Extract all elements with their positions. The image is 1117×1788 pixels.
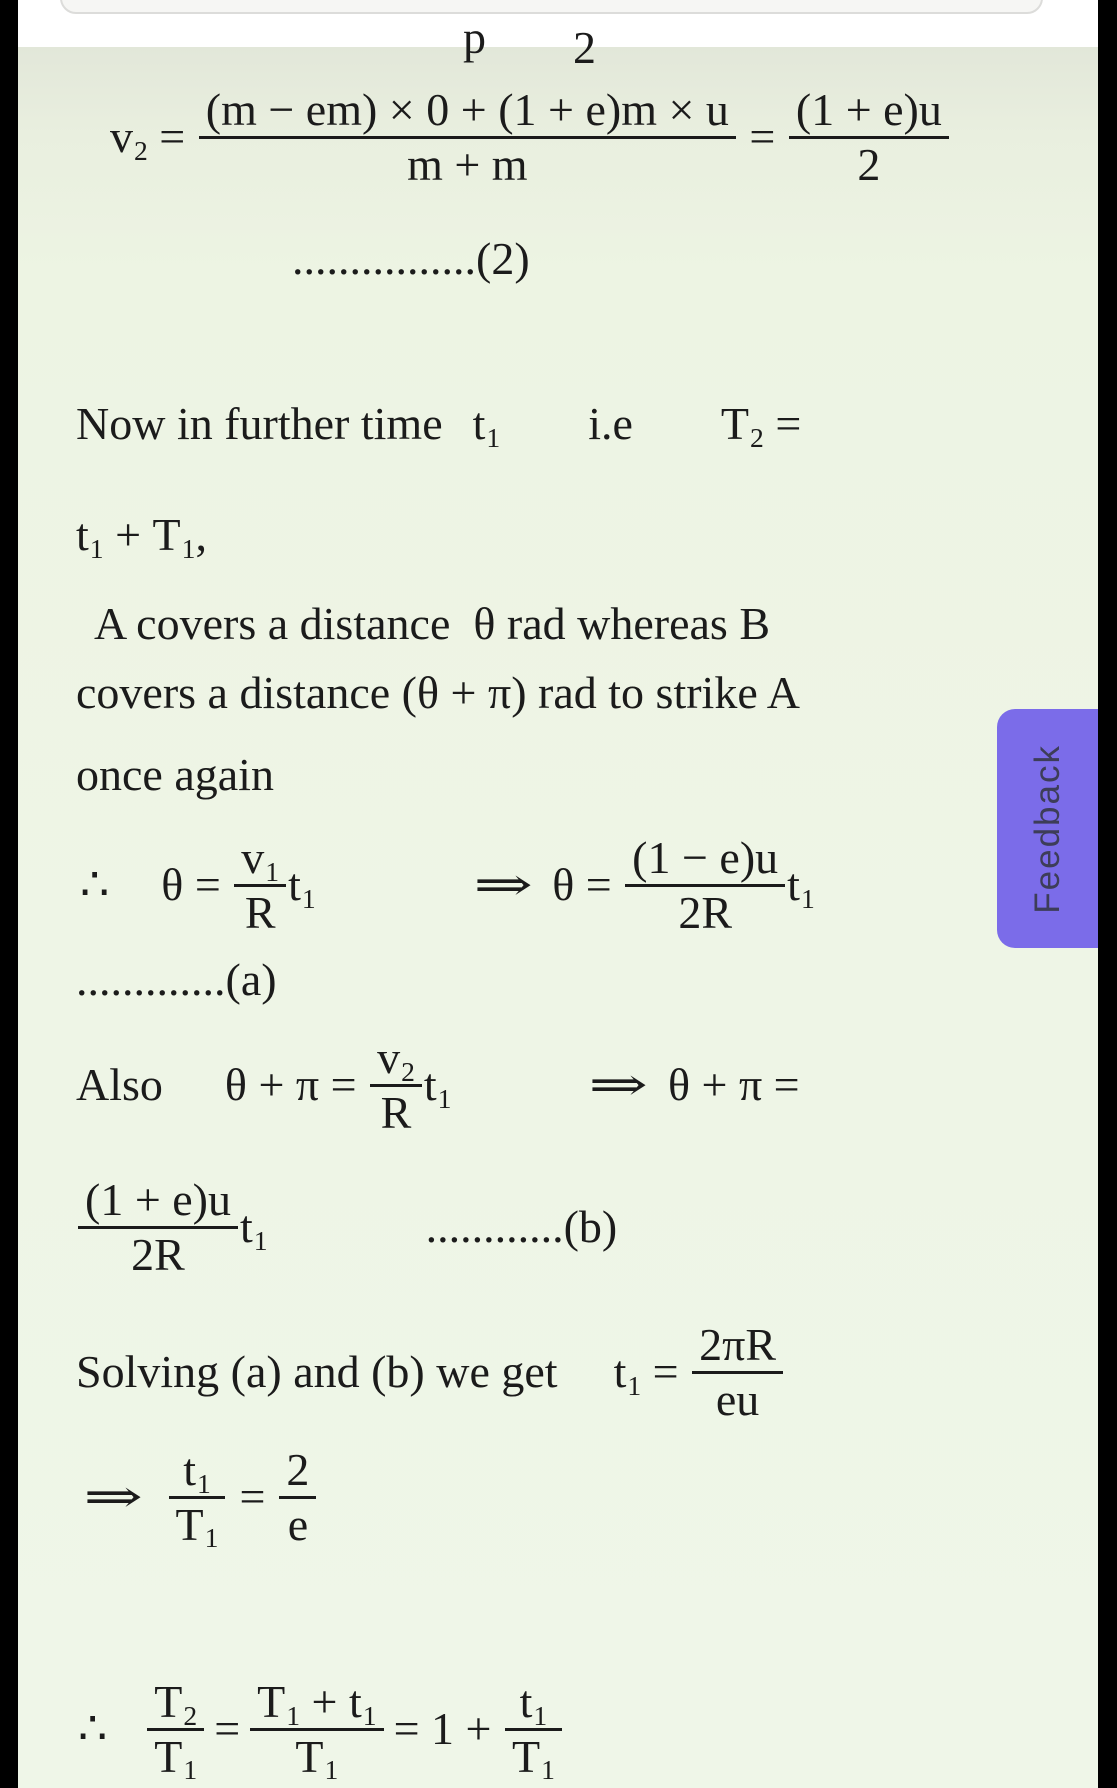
math-token <box>195 508 207 561</box>
numerator <box>692 1319 783 1371</box>
denominator <box>234 884 286 939</box>
math-token <box>76 508 104 564</box>
subscript: 1 <box>301 883 316 915</box>
math-text: once again <box>76 749 274 800</box>
math-text: ∴ <box>78 1703 108 1755</box>
math-text: (m − em) × 0 + (1 + e)m × u <box>205 84 729 135</box>
math-text: t <box>472 398 486 449</box>
subscript: 1 <box>324 1754 339 1786</box>
answer-page <box>18 0 1098 1788</box>
math-text: ⇒ <box>473 859 533 911</box>
math-text: A covers a distance θ rad whereas B <box>94 598 771 649</box>
math-text: eu <box>715 1373 760 1425</box>
fraction <box>370 1032 422 1138</box>
subscript: 1 <box>800 883 815 915</box>
right-bezel <box>1098 0 1117 1788</box>
numerator <box>789 84 949 136</box>
math-token <box>183 1444 211 1499</box>
math-text: T <box>154 1676 183 1727</box>
subscript: 1 <box>533 1699 548 1731</box>
math-text: v <box>241 832 265 883</box>
denominator <box>78 1226 238 1281</box>
math-text: t <box>613 1346 627 1398</box>
math-text: t <box>76 509 89 560</box>
math-token <box>214 1702 240 1755</box>
math-token <box>245 887 276 939</box>
math-text: t <box>288 859 301 911</box>
cutoff-glyph: p <box>463 12 486 63</box>
math-token <box>80 858 109 911</box>
math-token <box>84 1470 143 1523</box>
math-text: θ = <box>161 859 233 911</box>
math-token <box>589 1058 648 1111</box>
math-text: = <box>239 1471 266 1523</box>
fraction <box>692 1319 783 1425</box>
math-token <box>104 508 153 561</box>
math-text: Solving (a) and (b) we get <box>76 1346 558 1398</box>
math-token <box>76 666 800 719</box>
equation-also <box>76 1032 800 1138</box>
math-token <box>377 1032 415 1087</box>
math-token <box>552 858 623 911</box>
math-text: t <box>787 859 800 911</box>
math-token <box>796 84 942 136</box>
math-text: i.e <box>588 398 633 449</box>
math-token <box>76 953 277 1006</box>
math-text: T <box>175 1498 204 1550</box>
math-token <box>76 1058 163 1111</box>
fraction <box>505 1676 562 1786</box>
math-text: ⇒ <box>588 1059 649 1111</box>
text-once-again <box>76 748 274 801</box>
math-text: , <box>195 509 207 560</box>
math-token <box>699 1319 776 1371</box>
math-text: T <box>720 398 750 449</box>
equation-v2 <box>110 84 951 190</box>
math-token <box>175 1498 219 1554</box>
math-text: T <box>154 1730 183 1782</box>
math-text: R <box>380 1086 412 1138</box>
subscript: 1 <box>253 1225 268 1257</box>
math-text: v <box>377 1032 401 1083</box>
math-text: T <box>257 1676 286 1727</box>
math-token <box>641 1345 690 1398</box>
math-text: T <box>511 1730 541 1782</box>
cutoff-glyph: 2 <box>573 22 596 73</box>
math-text: = 1 + <box>393 1703 503 1755</box>
math-text: covers a distance (θ + π) rad to strike A <box>76 667 800 718</box>
math-token <box>678 887 732 939</box>
fraction <box>250 1676 383 1786</box>
math-token <box>286 1444 309 1496</box>
math-token <box>349 1676 377 1731</box>
math-text: = <box>641 1346 691 1398</box>
subscript: 2 <box>401 1055 415 1087</box>
subscript: 1 <box>362 1699 377 1731</box>
math-token <box>76 748 274 801</box>
math-token <box>148 110 197 163</box>
math-token <box>110 110 148 167</box>
math-token <box>154 1676 198 1731</box>
denominator <box>279 1496 316 1551</box>
math-token <box>668 1058 800 1111</box>
math-token <box>225 1058 368 1111</box>
math-text: ............(b) <box>425 1201 618 1253</box>
math-token <box>511 1730 555 1786</box>
math-token <box>632 832 778 884</box>
math-text: v <box>110 111 133 163</box>
numerator <box>169 1444 226 1499</box>
math-token <box>154 1730 198 1786</box>
subscript: 1 <box>265 855 280 887</box>
fraction <box>234 832 286 938</box>
math-token <box>787 858 815 915</box>
denominator <box>147 1728 204 1786</box>
text-covers-distance-2 <box>76 666 800 719</box>
scrolled-card-edge <box>60 0 1043 14</box>
solution-scroll-area[interactable] <box>18 12 1098 1788</box>
math-text: t <box>519 1676 533 1727</box>
math-token <box>85 1174 231 1226</box>
math-text: t <box>349 1676 362 1727</box>
subscript: 2 <box>750 421 764 453</box>
subscript: 1 <box>183 1754 198 1786</box>
subscript: 2 <box>134 135 148 167</box>
denominator <box>692 1371 783 1426</box>
fraction <box>199 84 736 190</box>
math-token <box>300 1676 349 1728</box>
math-text: t <box>240 1201 253 1253</box>
subscript: 2 <box>183 1699 198 1731</box>
math-text: R <box>244 886 276 938</box>
text-now-in-further-time <box>76 397 802 453</box>
math-text: t <box>423 1059 437 1111</box>
numerator <box>78 1174 238 1226</box>
math-token <box>288 858 316 915</box>
equation-T2-ratio <box>78 1676 564 1786</box>
fraction <box>625 832 785 938</box>
math-text: ⇒ <box>83 1471 144 1523</box>
numerator <box>250 1676 383 1731</box>
math-token <box>288 1499 308 1551</box>
text-a-covers-distance <box>94 597 770 650</box>
denominator <box>505 1728 562 1786</box>
math-text: T <box>295 1730 324 1782</box>
math-text: = <box>763 398 802 449</box>
math-token <box>857 139 880 191</box>
subscript: 1 <box>181 532 196 564</box>
math-token <box>472 397 501 453</box>
numerator <box>147 1676 204 1731</box>
fraction <box>169 1444 226 1554</box>
math-text: e <box>287 1498 309 1550</box>
math-token <box>239 1470 265 1523</box>
denominator <box>250 1728 383 1786</box>
feedback-button-label: Feedback <box>1027 743 1067 914</box>
math-token <box>588 397 633 450</box>
math-token <box>720 397 764 453</box>
math-token <box>76 397 443 450</box>
numerator <box>279 1444 316 1496</box>
math-text: + <box>103 509 153 560</box>
numerator <box>505 1676 562 1731</box>
math-text: 2 <box>286 1444 310 1495</box>
math-token <box>257 1676 301 1731</box>
math-token <box>295 1730 339 1786</box>
math-text: Also <box>76 1059 163 1111</box>
equation-solving <box>76 1319 785 1425</box>
left-bezel <box>0 0 18 1788</box>
math-token <box>394 1702 503 1755</box>
numerator <box>625 832 785 884</box>
math-text: .............(a) <box>76 954 277 1005</box>
math-text: ................(2) <box>292 233 530 284</box>
math-token <box>613 1345 642 1402</box>
subscript: 1 <box>437 1083 452 1115</box>
denominator <box>789 136 949 191</box>
math-text: = <box>214 1703 241 1755</box>
numerator <box>199 84 736 136</box>
math-token <box>764 397 801 450</box>
fraction <box>147 1676 204 1786</box>
math-token <box>426 1200 618 1253</box>
equation-ref-2 <box>292 232 530 285</box>
math-token <box>241 832 280 887</box>
subscript: 1 <box>89 532 104 564</box>
math-token <box>738 110 787 163</box>
math-text: = <box>147 111 197 163</box>
math-token <box>94 597 770 650</box>
equation-ref-a <box>76 953 277 1006</box>
denominator <box>169 1496 226 1554</box>
denominator <box>199 136 736 191</box>
math-token <box>131 1229 185 1281</box>
math-token <box>152 508 196 564</box>
subscript: 1 <box>286 1699 301 1731</box>
math-text: t <box>183 1444 196 1495</box>
subscript: 1 <box>486 421 501 453</box>
math-token <box>78 1702 107 1755</box>
denominator <box>625 884 785 939</box>
math-token <box>716 1374 759 1426</box>
math-text: 2R <box>131 1228 185 1280</box>
fraction <box>279 1444 316 1550</box>
subscript: 1 <box>541 1754 555 1786</box>
math-text: 2 <box>857 138 881 190</box>
equation-b <box>76 1174 617 1280</box>
denominator <box>370 1084 422 1139</box>
math-token <box>381 1087 412 1139</box>
math-text: 2R <box>678 886 733 938</box>
subscript: 1 <box>627 1370 642 1402</box>
math-text: θ + π = <box>667 1059 800 1111</box>
equation-theta <box>80 832 815 938</box>
fraction <box>789 84 949 190</box>
cutoff-text-fragments <box>18 12 1098 73</box>
math-token <box>519 1676 548 1731</box>
math-token <box>474 858 533 911</box>
numerator <box>370 1032 422 1087</box>
math-token <box>161 858 232 911</box>
math-text: (1 + e)u <box>85 1174 231 1225</box>
math-text: + <box>300 1676 349 1727</box>
math-token <box>292 232 530 285</box>
math-text: (1 − e)u <box>632 832 779 883</box>
text-t1-plus-T1 <box>76 508 207 564</box>
math-text: θ + π = <box>224 1059 369 1111</box>
subscript: 1 <box>204 1522 219 1554</box>
math-text: (1 + e)u <box>795 84 942 135</box>
equation-t1-over-T1 <box>83 1444 318 1554</box>
math-token <box>76 1345 558 1398</box>
math-token <box>407 139 528 191</box>
math-text: Now in further time <box>76 398 443 449</box>
feedback-button[interactable] <box>997 709 1098 948</box>
math-token <box>240 1200 268 1257</box>
math-token <box>206 84 729 136</box>
math-token <box>423 1058 452 1115</box>
fraction <box>78 1174 238 1280</box>
math-text: θ = <box>552 859 624 911</box>
top-white-band <box>18 0 1098 47</box>
math-text: = <box>737 111 787 163</box>
numerator <box>234 832 286 887</box>
math-text: ∴ <box>80 859 110 911</box>
math-text: T <box>152 509 181 560</box>
subscript: 1 <box>196 1467 211 1499</box>
math-text: 2πR <box>699 1319 777 1370</box>
math-text: m + m <box>407 138 528 190</box>
